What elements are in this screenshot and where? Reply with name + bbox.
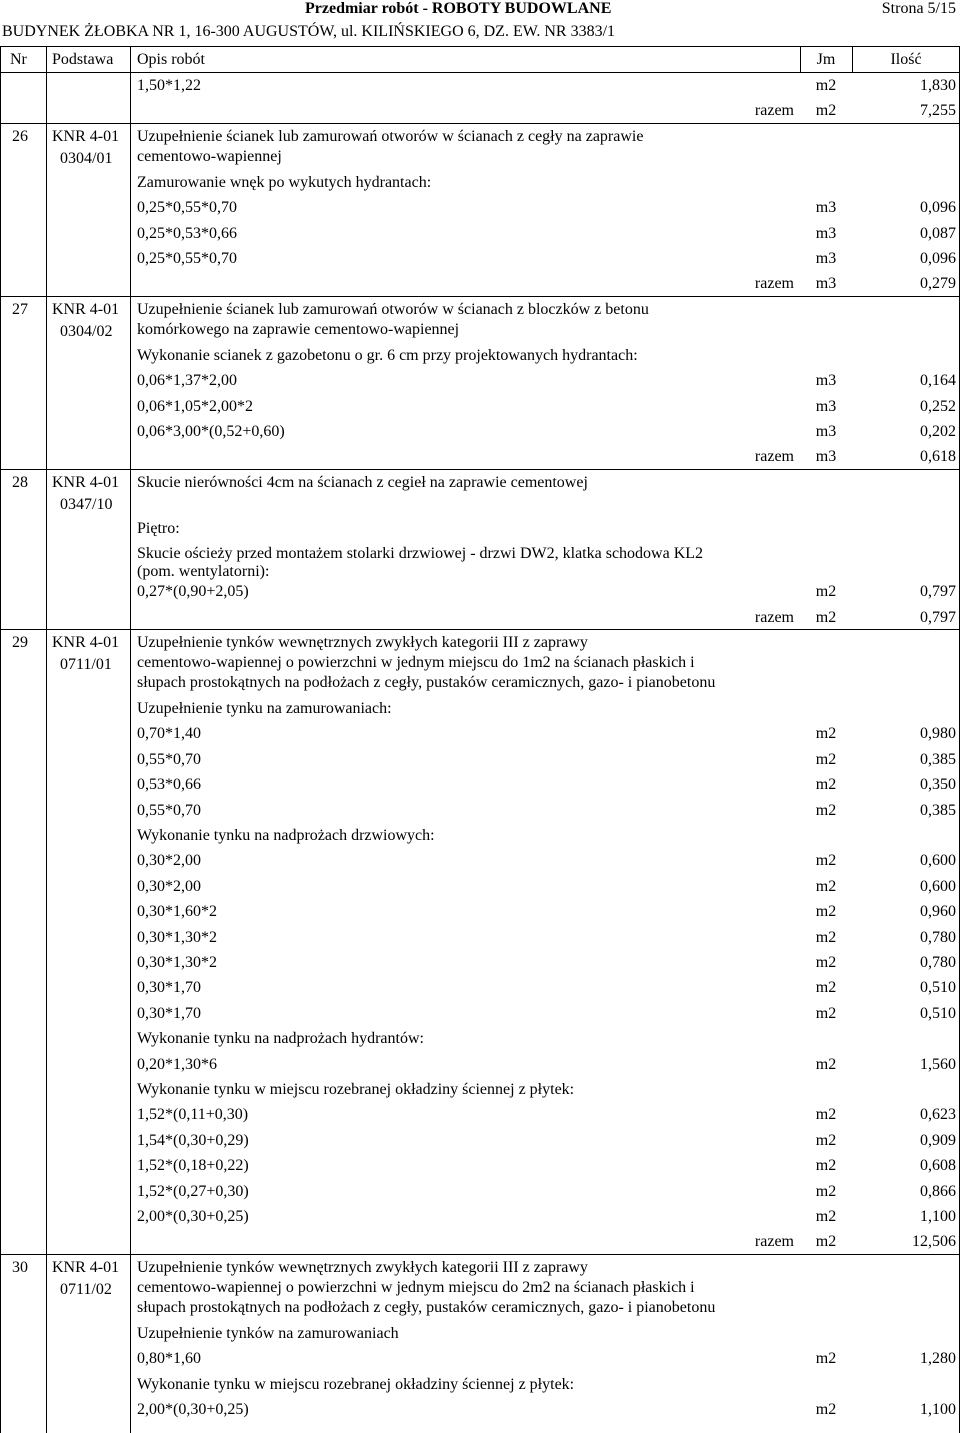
calc-formula: 0,25*0,55*0,70: [137, 250, 237, 267]
unit-cell: m3: [815, 199, 837, 217]
calc-formula: 1,50*1,22: [137, 77, 201, 94]
quantity-cell: 0,797: [920, 583, 956, 601]
horizontal-rule: [0, 296, 960, 297]
quantity-cell: 0,510: [920, 1004, 956, 1022]
column-header-unit: Jm: [816, 51, 836, 68]
calc-formula: 0,25*0,55*0,70: [137, 199, 237, 217]
unit-cell: m3: [815, 250, 837, 267]
calc-formula: 0,27*(0,90+2,05): [137, 583, 249, 601]
horizontal-rule: [0, 629, 960, 630]
quantity-cell: 0,623: [920, 1106, 956, 1124]
item-description: komórkowego na zaprawie cementowo-wapiennej: [137, 320, 460, 338]
section-note: Zamurowanie wnęk po wykutych hydrantach:: [137, 173, 432, 191]
calc-formula: 0,30*1,70: [137, 979, 201, 997]
quantity-cell: 1,830: [920, 77, 956, 94]
quantity-cell: 0,780: [920, 954, 956, 971]
unit-cell: m3: [815, 275, 837, 293]
item-description: Skucie nierówności 4cm na ścianach z cegieł na zaprawie cementowej: [137, 473, 588, 491]
quantity-cell: 1,100: [920, 1208, 956, 1225]
quantity-cell: 0,866: [920, 1182, 956, 1200]
section-note: Piętro:: [137, 519, 180, 537]
quantity-cell: 0,385: [920, 750, 956, 768]
sum-label: razem: [754, 102, 794, 120]
vertical-rule: [130, 46, 131, 1433]
unit-cell: m3: [815, 397, 837, 415]
quantity-cell: 0,780: [920, 928, 956, 946]
quantity-total: 0,797: [920, 608, 956, 626]
unit-cell: m3: [815, 224, 837, 242]
item-description: słupach prostokątnych na podłożach z cegły, pustaków ceramicznych, gazo- i pianobetonu: [137, 1298, 716, 1316]
item-description: cementowo-wapiennej o powierzchni w jednym miejscu do 2m2 na ścianach płaskich i: [137, 1278, 695, 1296]
quantity-cell: 0,164: [920, 372, 956, 390]
unit-cell: m2: [815, 979, 837, 997]
quantity-cell: 0,385: [920, 801, 956, 819]
quantity-total: 12,506: [912, 1233, 956, 1251]
section-note: (pom. wentylatorni):: [137, 563, 270, 581]
quantity-cell: 0,096: [920, 199, 956, 217]
unit-cell: m2: [815, 1004, 837, 1022]
sum-label: razem: [754, 275, 794, 293]
quantity-total: 0,279: [920, 275, 956, 293]
section-note: Wykonanie tynku na nadprożach drzwiowych:: [137, 827, 435, 844]
unit-cell: m2: [815, 954, 837, 971]
item-number: 30: [12, 1258, 28, 1276]
unit-cell: m3: [815, 448, 837, 466]
item-description: Uzupełnienie tynków wewnętrznych zwykłych kategorii III z zaprawy: [137, 634, 588, 651]
quantity-cell: 0,252: [920, 397, 956, 415]
unit-cell: m2: [815, 1401, 837, 1418]
item-basis: 0304/02: [60, 322, 113, 340]
unit-cell: m2: [815, 903, 837, 921]
unit-cell: m2: [815, 877, 837, 895]
quantity-total: 0,618: [920, 448, 956, 466]
quantity-cell: 0,909: [920, 1131, 956, 1149]
unit-cell: m3: [815, 423, 837, 440]
item-basis: KNR 4-01: [52, 300, 120, 318]
vertical-rule: [0, 46, 1, 1433]
quantity-cell: 0,608: [920, 1157, 956, 1175]
calc-formula: 0,06*1,05*2,00*2: [137, 397, 253, 415]
calc-formula: 1,54*(0,30+0,29): [137, 1131, 249, 1149]
quantity-cell: 0,600: [920, 877, 956, 895]
unit-cell: m2: [815, 801, 837, 819]
unit-cell: m2: [815, 1182, 837, 1200]
unit-cell: m2: [815, 1208, 837, 1225]
vertical-rule: [46, 46, 47, 1433]
unit-cell: m2: [815, 1350, 837, 1368]
calc-formula: 1,52*(0,27+0,30): [137, 1182, 249, 1200]
quantity-cell: 0,202: [920, 423, 956, 440]
calc-formula: 1,52*(0,18+0,22): [137, 1157, 249, 1175]
unit-cell: m3: [815, 372, 837, 390]
sum-label: razem: [754, 608, 794, 626]
document-title: Przedmiar robót - ROBOTY BUDOWLANE: [305, 0, 612, 17]
unit-cell: m2: [815, 583, 837, 601]
unit-cell: m2: [815, 725, 837, 743]
unit-cell: m2: [815, 852, 837, 870]
quantity-cell: 0,600: [920, 852, 956, 870]
calc-formula: 0,30*1,60*2: [137, 903, 217, 921]
horizontal-rule: [0, 46, 960, 47]
calc-formula: 0,70*1,40: [137, 725, 201, 743]
item-basis: KNR 4-01: [52, 127, 120, 145]
vertical-rule: [800, 46, 801, 72]
calc-formula: 0,55*0,70: [137, 801, 201, 819]
item-description: słupach prostokątnych na podłożach z cegły, pustaków ceramicznych, gazo- i pianobetonu: [137, 674, 716, 691]
item-number: 28: [12, 473, 28, 491]
column-header-description: Opis robót: [137, 51, 205, 68]
unit-cell: m2: [815, 1131, 837, 1149]
quantity-cell: 0,510: [920, 979, 956, 997]
unit-cell: m2: [815, 77, 837, 94]
item-description: Uzupełnienie ścianek lub zamurowań otworów w ścianach z bloczków z betonu: [137, 300, 649, 318]
item-basis: KNR 4-01: [52, 1258, 120, 1276]
quantity-cell: 1,560: [920, 1055, 956, 1073]
unit-cell: m2: [815, 1157, 837, 1175]
item-basis: KNR 4-01: [52, 634, 120, 651]
section-note: Wykonanie scianek z gazobetonu o gr. 6 cm przy projektowanych hydrantach:: [137, 346, 638, 364]
quantity-cell: 1,100: [920, 1401, 956, 1418]
unit-cell: m2: [815, 750, 837, 768]
quantity-cell: 0,960: [920, 903, 956, 921]
section-note: Uzupełnienie tynku na zamurowaniach:: [137, 700, 392, 717]
calc-formula: 0,20*1,30*6: [137, 1055, 217, 1073]
quantity-cell: 0,096: [920, 250, 956, 267]
address-line: BUDYNEK ŻŁOBKA NR 1, 16-300 AUGUSTÓW, ul. KILIŃSKIEGO 6, DZ. EW. NR 3383/1: [2, 23, 616, 40]
item-basis: 0711/02: [60, 1280, 112, 1298]
item-description: Uzupełnienie tynków wewnętrznych zwykłych kategorii III z zaprawy: [137, 1258, 588, 1276]
section-note: Uzupełnienie tynków na zamurowaniach: [137, 1324, 399, 1342]
calc-formula: 0,55*0,70: [137, 750, 201, 768]
sum-label: razem: [754, 448, 794, 466]
section-note: Wykonanie tynku na nadprożach hydrantów:: [137, 1030, 424, 1048]
calc-formula: 2,00*(0,30+0,25): [137, 1208, 249, 1225]
calc-formula: 0,06*3,00*(0,52+0,60): [137, 423, 285, 440]
calc-formula: 0,30*1,70: [137, 1004, 201, 1022]
calc-formula: 0,53*0,66: [137, 776, 201, 794]
item-number: 26: [12, 127, 28, 145]
calc-formula: 2,00*(0,30+0,25): [137, 1401, 249, 1418]
unit-cell: m2: [815, 776, 837, 794]
item-basis: 0304/01: [60, 149, 113, 167]
calc-formula: 0,30*1,30*2: [137, 954, 217, 971]
quantity-total: 7,255: [920, 102, 956, 120]
item-description: cementowo-wapiennej o powierzchni w jednym miejscu do 1m2 na ścianach płaskich i: [137, 654, 695, 671]
section-note: Skucie ościeży przed montażem stolarki drzwiowej - drzwi DW2, klatka schodowa KL2: [137, 545, 704, 563]
section-note: Wykonanie tynku w miejscu rozebranej okładziny ściennej z płytek:: [137, 1081, 575, 1098]
unit-cell: m2: [815, 1233, 837, 1251]
item-description: Uzupełnienie ścianek lub zamurowań otworów w ścianach z cegły na zaprawie: [137, 127, 644, 145]
horizontal-rule: [0, 123, 960, 124]
item-basis: 0711/01: [60, 656, 112, 673]
calc-formula: 0,30*2,00: [137, 877, 201, 895]
calc-formula: 0,25*0,53*0,66: [137, 224, 237, 242]
column-header-quantity: Ilość: [890, 51, 922, 68]
horizontal-rule: [0, 1254, 960, 1255]
calc-formula: 1,52*(0,11+0,30): [137, 1106, 249, 1124]
calc-formula: 0,06*1,37*2,00: [137, 372, 237, 390]
unit-cell: m2: [815, 1055, 837, 1073]
unit-cell: m2: [815, 608, 837, 626]
quantity-cell: 0,350: [920, 776, 956, 794]
column-header-basis: Podstawa: [52, 51, 114, 68]
unit-cell: m2: [815, 928, 837, 946]
vertical-rule: [852, 46, 853, 72]
sum-label: razem: [754, 1233, 794, 1251]
item-description: cementowo-wapiennej: [137, 147, 282, 165]
calc-formula: 0,30*1,30*2: [137, 928, 217, 946]
item-basis: 0347/10: [60, 495, 113, 513]
item-number: 29: [12, 634, 28, 651]
column-header-nr: Nr: [10, 51, 27, 68]
unit-cell: m2: [815, 102, 837, 120]
quantity-cell: 1,280: [920, 1350, 956, 1368]
quantity-cell: 0,980: [920, 725, 956, 743]
item-number: 27: [12, 300, 28, 318]
quantity-cell: 0,087: [920, 224, 956, 242]
horizontal-rule: [0, 469, 960, 470]
item-basis: KNR 4-01: [52, 473, 120, 491]
unit-cell: m2: [815, 1106, 837, 1124]
page-number: Strona 5/15: [881, 0, 956, 17]
calc-formula: 0,30*2,00: [137, 852, 201, 870]
section-note: Wykonanie tynku w miejscu rozebranej okładziny ściennej z płytek:: [137, 1375, 575, 1393]
calc-formula: 0,80*1,60: [137, 1350, 201, 1368]
horizontal-rule: [0, 72, 960, 73]
